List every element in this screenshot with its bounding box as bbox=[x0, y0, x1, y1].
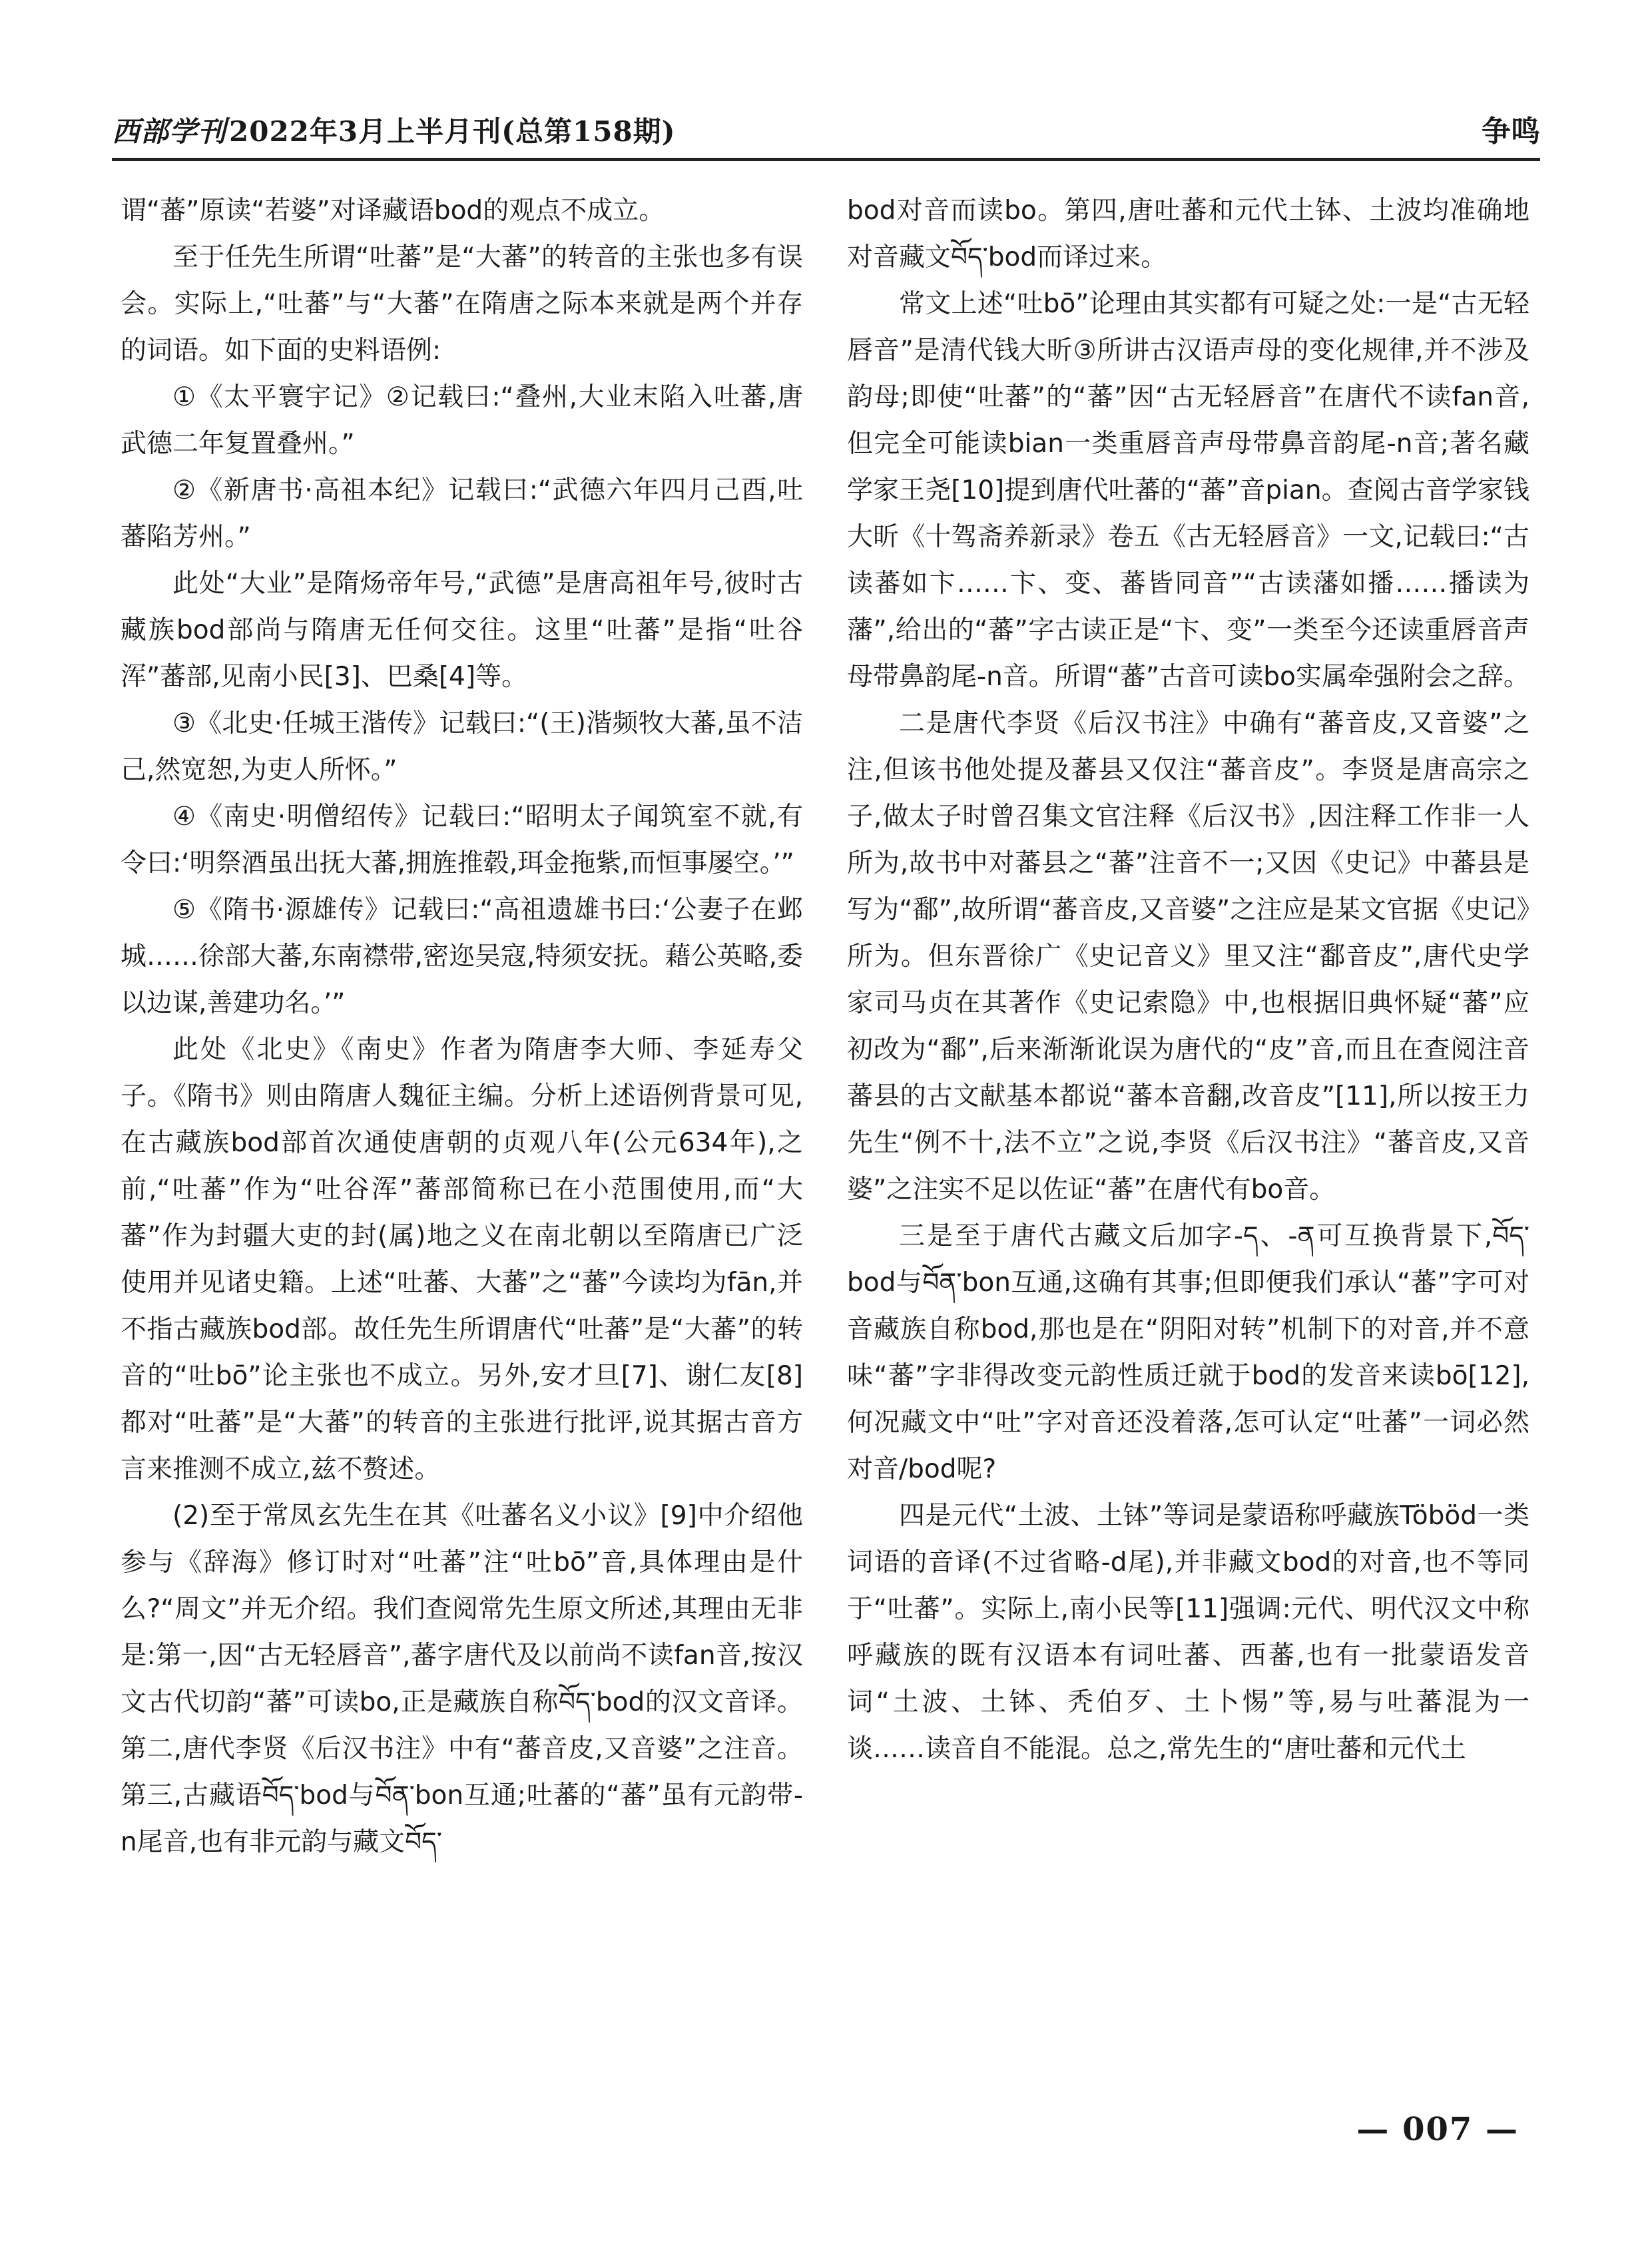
paragraph: 至于任先生所谓“吐蕃”是“大蕃”的转音的主张也多有误会。实际上,“吐蕃”与“大蕃”在隋唐之际本来就是两个并存的词语。如下面的史料语例: bbox=[121, 242, 803, 366]
left-column bbox=[121, 188, 803, 1866]
issue-info: 2022年3月上半月刊(总第158期) bbox=[229, 115, 676, 148]
paragraph: 二是唐代李贤《后汉书注》中确有“蕃音皮,又音婆”之注,但该书他处提及蕃县又仅注“蕃音皮”。李贤是唐高宗之子,做太子时曾召集文官注释《后汉书》,因注释工作非一人所为,故书中对蕃县之“蕃”注音不一;又因《史记》中蕃县是写为“鄱”,故所谓“蕃音皮,又音婆”之注应是某文官据《史记》所为。但东晋徐广《史记音义》里又注“鄱音皮”,唐代史学家司马贞在其著作《史记索隐》中,也根据旧典怀疑“蕃”应初改为“鄱”,后来渐渐讹误为唐代的“皮”音,而且在查阅注音蕃县的古文献基本都说“蕃本音翻,改音皮”[11],所以按王力先生“例不十,法不立”之说,李贤《后汉书注》“蕃音皮,又音婆”之注实不足以佐证“蕃”在唐代有bo音。 bbox=[847, 708, 1529, 1205]
paragraph: 此处《北史》《南史》作者为隋唐李大师、李延寿父子。《隋书》则由隋唐人魏征主编。分析上述语例背景可见,在古藏族bod部首次通使唐朝的贞观八年(公元634年),之前,“吐蕃”作为“吐谷浑”蕃部简称已在小范围使用,而“大蕃”作为封疆大吏的封(属)地之义在南北朝以至隋唐已广泛使用并见诸史籍。上述“吐蕃、大蕃”之“蕃”今读均为fān,并不指古藏族bod部。故任先生所谓唐代“吐蕃”是“大蕃”的转音的“吐bō”论主张也不成立。另外,安才旦[7]、谢仁友[8]都对“吐蕃”是“大蕃”的转音的主张进行批评,说其据古音方言来推测不成立,兹不赘述。 bbox=[121, 1035, 803, 1484]
paragraph: 常文上述“吐bō”论理由其实都有可疑之处:一是“古无轻唇音”是清代钱大昕③所讲古汉语声母的变化规律,并不涉及韵母;即使“吐蕃”的“蕃”因“古无轻唇音”在唐代不读fan音,但完全可能读bian一类重唇音声母带鼻音韵尾-n音;著名藏学家王尧[10]提到唐代吐蕃的“蕃”音pian。查阅古音学家钱大昕《十驾斋养新录》卷五《古无轻唇音》一文,记载曰:“古读蕃如卞……卞、变、蕃皆同音”“古读藩如播……播读为藩”,给出的“蕃”字古读正是“卞、变”一类至今还读重唇音声母带鼻韵尾-n音。所谓“蕃”古音可读bo实属牵强附会之辞。 bbox=[847, 289, 1529, 692]
paragraph: (2)至于常凤玄先生在其《吐蕃名义小议》[9]中介绍他参与《辞海》修订时对“吐蕃”注“吐bō”音,具体理由是什么?“周文”并无介绍。我们查阅常先生原文所述,其理由无非是:第一,因“古无轻唇音”,蕃字唐代及以前尚不读fan音,按汉文古代切韵“蕃”可读bo,正是藏族自称བོད་bod的汉文音译。第二,唐代李贤《后汉书注》中有“蕃音皮,又音婆”之注音。第三,古藏语བོད་bod与བོན་bon互通;吐蕃的“蕃”虽有元韵带-n尾音,也有非元韵与藏文བོད་ bbox=[121, 1501, 803, 1857]
paragraph: 谓“蕃”原读“若婆”对译藏语bod的观点不成立。 bbox=[121, 196, 665, 226]
paragraph: ③《北史·任城王湝传》记载曰:“(王)湝频牧大蕃,虽不洁己,然宽恕,为吏人所怀。” bbox=[121, 708, 803, 785]
section-title: 争鸣 bbox=[1482, 115, 1540, 148]
right-column bbox=[847, 188, 1529, 1773]
page-header bbox=[112, 110, 1540, 161]
paragraph: 此处“大业”是隋炀帝年号,“武德”是唐高祖年号,彼时古藏族bod部尚与隋唐无任何交往。这里“吐蕃”是指“吐谷浑”蕃部,见南小民[3]、巴桑[4]等。 bbox=[121, 569, 803, 692]
paragraph: 三是至于唐代古藏文后加字-ད、-ན可互换背景下,བོད་bod与བོན་bon互通,这确有其事;但即便我们承认“蕃”字可对音藏族自称bod,那也是在“阴阳对转”机制下的对音,并不意味“蕃”字非得改变元韵性质迁就于bod的发音来读bō[12],何况藏文中“吐”字对音还没着落,怎可认定“吐蕃”一词必然对音/bod呢? bbox=[847, 1221, 1529, 1484]
paragraph: ④《南史·明僧绍传》记载曰:“昭明太子闻筑室不就,有令曰:‘明祭酒虽出抚大蕃,拥旌推毂,珥金拖紫,而恒事屡空。’” bbox=[121, 802, 803, 878]
paragraph: ②《新唐书·高祖本纪》记载曰:“武德六年四月己酉,吐蕃陷芳州。” bbox=[121, 475, 803, 552]
paragraph: ①《太平寰宇记》②记载曰:“叠州,大业末陷入吐蕃,唐武德二年复置叠州。” bbox=[121, 382, 803, 459]
paragraph: ⑤《隋书·源雄传》记载曰:“高祖遗雄书曰:‘公妻子在邺城……徐部大蕃,东南襟带,密迩吴寇,特须安抚。藉公英略,委以边谋,善建功名。’” bbox=[121, 895, 803, 1018]
journal-title bbox=[112, 110, 676, 150]
journal-logo: 西部学刊 bbox=[112, 115, 227, 148]
paragraph: 四是元代“土波、土钵”等词是蒙语称呼藏族Töböd一类词语的音译(不过省略-d尾),并非藏文bod的对音,也不等同于“吐蕃”。实际上,南小民等[11]强调:元代、明代汉文中称呼藏族的既有汉语本有词吐蕃、西蕃,也有一批蒙语发音词“土波、土钵、秃伯歹、土卜惕”等,易与吐蕃混为一谈……读音自不能混。总之,常先生的“唐吐蕃和元代土 bbox=[847, 1501, 1529, 1764]
paragraph: bod对音而读bo。第四,唐吐蕃和元代土钵、土波均准确地对音藏文བོད་bod而译过来。 bbox=[847, 196, 1529, 272]
page-number: — 007 — bbox=[1356, 2111, 1519, 2148]
